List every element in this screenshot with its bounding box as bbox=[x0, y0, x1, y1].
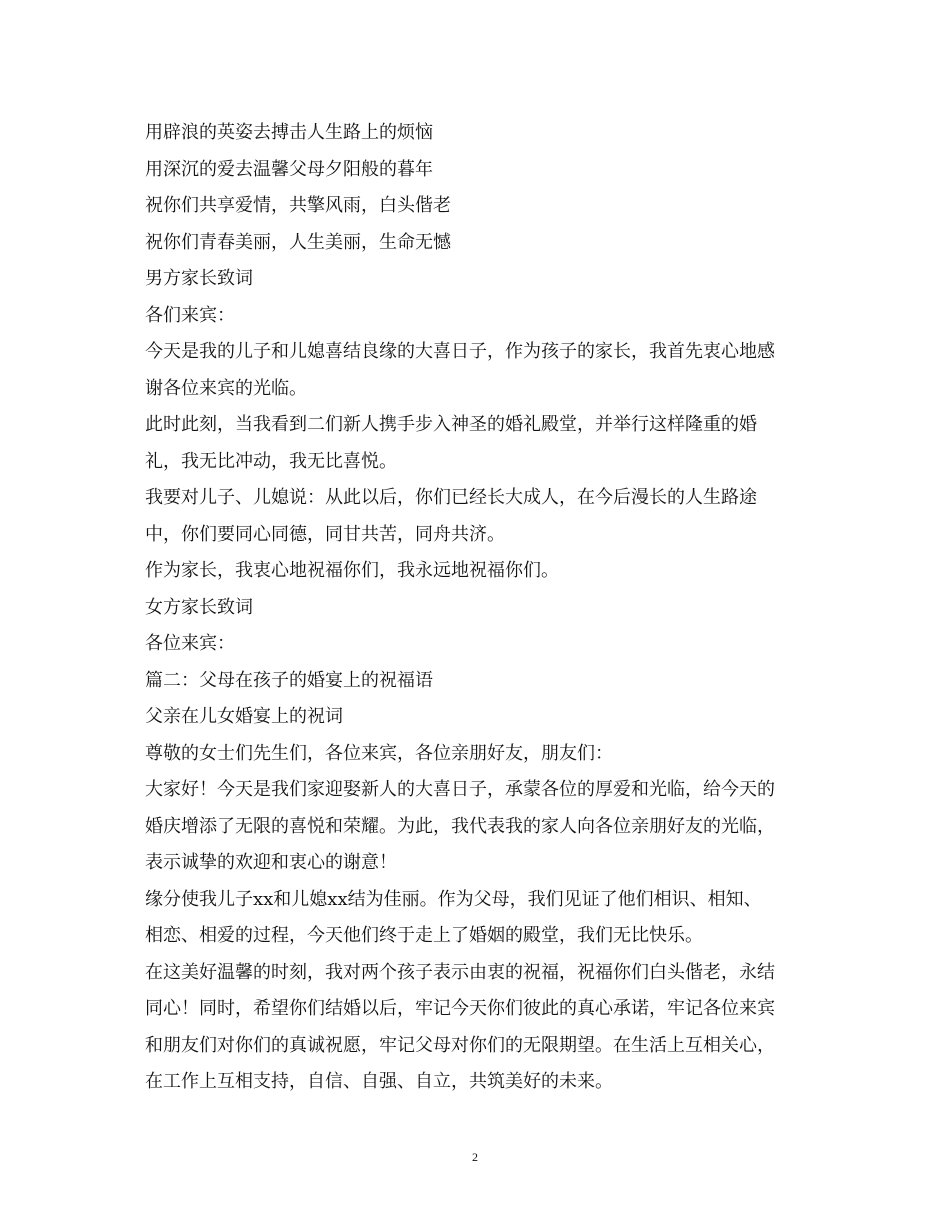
text-line: 祝你们青春美丽，人生美丽，生命无憾 bbox=[145, 231, 451, 253]
text-line: 大家好！今天是我们家迎娶新人的大喜日子，承蒙各位的厚爱和光临，给今天的 bbox=[145, 779, 775, 800]
text-line: 相恋、相爱的过程，今天他们终于走上了婚姻的殿堂，我们无比快乐。 bbox=[145, 925, 703, 946]
salutation: 尊敬的女士们先生们，各位来宾，各位亲朋好友，朋友们： bbox=[145, 742, 613, 764]
text-line: 在这美好温馨的时刻，我对两个孩子表示由衷的祝福，祝福你们白头偕老，永结 bbox=[145, 961, 775, 983]
text-line: 祝你们共享爱情，共擎风雨，白头偕老 bbox=[145, 195, 451, 216]
text-line: 同心！同时，希望你们结婚以后，牢记今天你们彼此的真心承诺，牢记各位来宾 bbox=[145, 998, 775, 1019]
section-heading: 男方家长致词 bbox=[145, 268, 253, 289]
section-heading: 父亲在儿女婚宴上的祝词 bbox=[145, 706, 343, 727]
text-line: 礼，我无比冲动，我无比喜悦。 bbox=[145, 450, 397, 472]
chapter-heading: 篇二：父母在孩子的婚宴上的祝福语 bbox=[145, 669, 433, 691]
text-line: 我要对儿子、儿媳说：从此以后，你们已经长大成人，在今后漫长的人生路途 bbox=[145, 487, 757, 508]
text-line: 缘分使我儿子xx和儿媳xx结为佳丽。作为父母，我们见证了他们相识、相知、 bbox=[145, 888, 762, 910]
text-line: 用深沉的爱去温馨父母夕阳般的暮年 bbox=[145, 158, 433, 180]
text-line: 表示诚挚的欢迎和衷心的谢意！ bbox=[145, 852, 397, 873]
text-line: 谢各位来宾的光临。 bbox=[145, 377, 307, 399]
text-line: 此时此刻，当我看到二们新人携手步入神圣的婚礼殿堂，并举行这样隆重的婚 bbox=[145, 414, 757, 435]
text-line: 中，你们要同心同德，同甘共苦，同舟共济。 bbox=[145, 523, 505, 545]
salutation: 各位来宾： bbox=[145, 633, 235, 654]
salutation: 各们来宾： bbox=[145, 304, 235, 326]
text-line: 在工作上互相支持，自信、自强、自立，共筑美好的未来。 bbox=[145, 1071, 613, 1092]
text-line: 用辟浪的英姿去搏击人生路上的烦恼 bbox=[145, 122, 433, 143]
section-heading: 女方家长致词 bbox=[145, 596, 253, 618]
text-line: 婚庆增添了无限的喜悦和荣耀。为此，我代表我的家人向各位亲朋好友的光临， bbox=[145, 815, 775, 837]
document-body bbox=[145, 115, 805, 1101]
text-line: 作为家长，我衷心地祝福你们，我永远地祝福你们。 bbox=[145, 560, 559, 581]
page-number: 2 bbox=[472, 1150, 478, 1164]
text-line: 和朋友们对你们的真诚祝愿，牢记父母对你们的无限期望。在生活上互相关心， bbox=[145, 1034, 775, 1056]
text-line: 今天是我的儿子和儿媳喜结良缘的大喜日子，作为孩子的家长，我首先衷心地感 bbox=[145, 341, 775, 362]
